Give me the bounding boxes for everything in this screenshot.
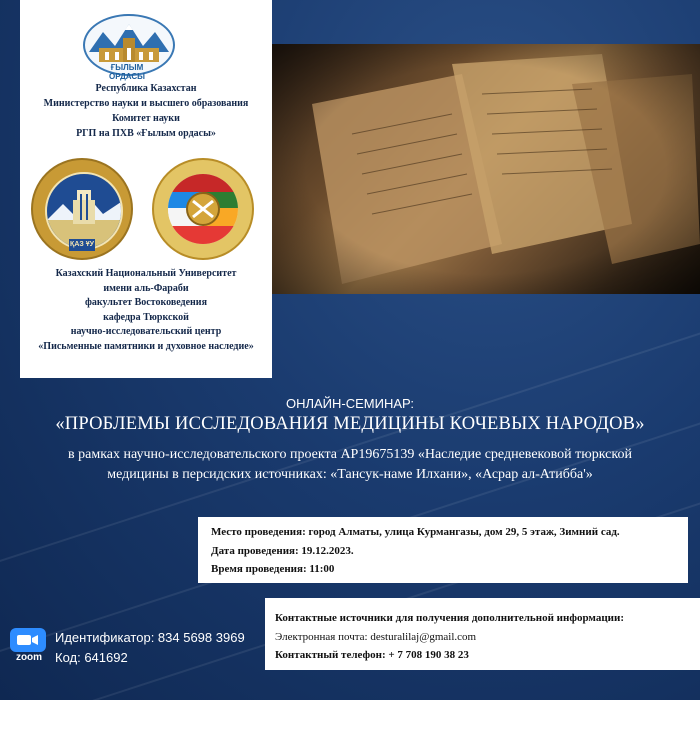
org-line: Министерство науки и высшего образования [43,98,249,109]
description-line: медицины в персидских источниках: «Тансук-наме Илхани», «Асрар ал-Атибба'» [107,467,593,482]
zoom-logo-label: zoom [15,652,43,663]
seminar-label: ОНЛАЙН-СЕМИНАР: [285,396,415,411]
contact-phone[interactable]: Контактный телефон: + 7 708 190 38 23 [275,649,469,661]
seal-badge: ҚАЗ ҰУ [69,239,95,251]
venue-time: Время проведения: 11:00 [211,563,335,575]
turkic-heritage-seal [152,158,254,260]
contact-email[interactable]: Электронная почта: desturalilaj@gmail.com [275,631,477,643]
univ-line: факультет Востоковедения [85,297,207,309]
contact-box [265,598,700,670]
venue-box [198,517,688,583]
zoom-identifier: Идентификатор: 834 5698 3969 [55,630,245,645]
venue-place: Место проведения: город Алматы, улица Курмангазы, дом 29, 5 этаж, Зимний сад. [211,526,620,538]
kaznu-seal [31,158,133,260]
university-block [20,267,272,355]
org-line: Комитет науки [112,113,180,124]
univ-line: «Письменные памятники и духовное наследие» [38,340,254,352]
contact-heading: Контактные источники для получения дополнительной информации: [275,612,625,624]
seminar-description [0,445,700,485]
univ-line: имени аль-Фараби [103,282,189,294]
univ-line: научно-исследовательский центр [70,326,222,338]
org-line: РГП на ПХВ «Ғылым ордасы» [76,128,216,139]
description-line: в рамках научно-исследовательского проекта АР19675139 «Наследие средневековой тюркской [68,447,632,462]
univ-line: Казахский Национальный Университет [55,268,237,279]
univ-line: кафедра Тюркской [103,311,189,323]
manuscript-photo [272,44,700,294]
org-line: Республика Казахстан [95,83,197,94]
venue-date: Дата проведения: 19.12.2023. [211,545,354,557]
seminar-title: «ПРОБЛЕМЫ ИССЛЕДОВАНИЯ МЕДИЦИНЫ КОЧЕВЫХ НАРОДОВ» [55,414,645,434]
zoom-icon [10,628,46,652]
ministry-block [20,81,272,141]
zoom-passcode: Код: 641692 [55,650,128,665]
logo-label: ҒЫЛЫМ ОРДАСЫ [109,63,145,81]
